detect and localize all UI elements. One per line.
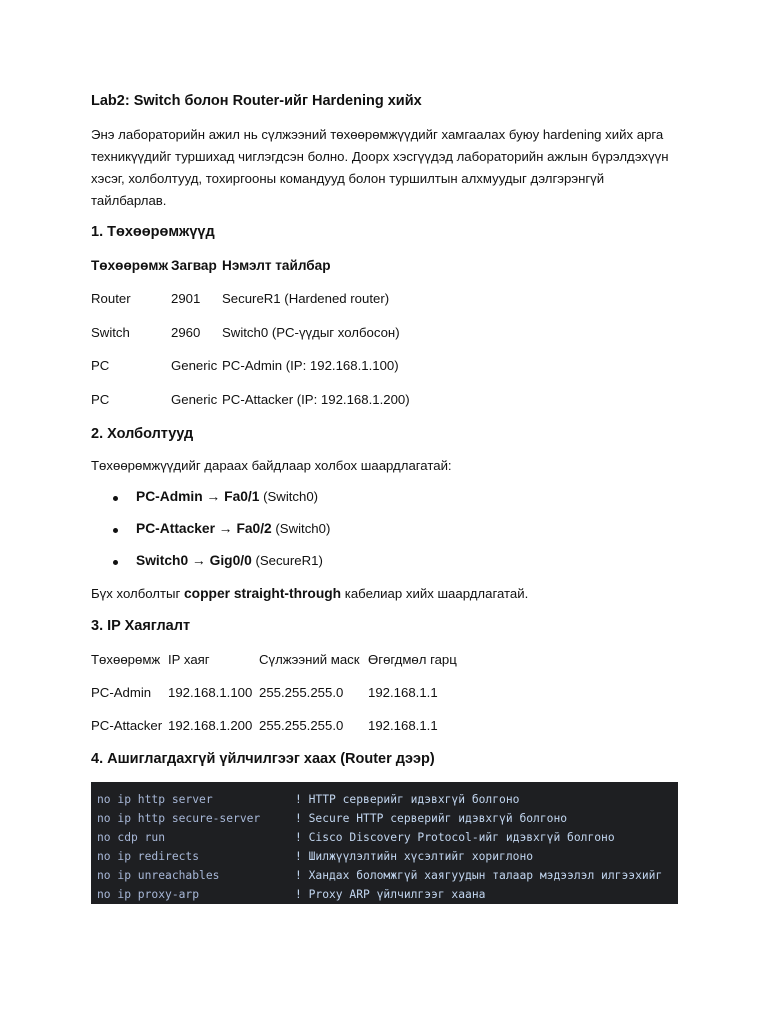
connection-item-text bbox=[136, 489, 318, 504]
devices-cell-device: PC bbox=[91, 392, 110, 407]
ip-cell-device: PC-Attacker bbox=[91, 718, 163, 733]
code-comment: ! HTTP серверийг идэвхгүй болгоно bbox=[295, 793, 520, 806]
code-command: no ip proxy-arp bbox=[97, 888, 200, 901]
code-comment: ! Шилжүүлэлтийн хүсэлтийг хориглоно bbox=[295, 850, 534, 863]
ip-header-gateway: Өгөгдмөл гарц bbox=[368, 652, 457, 667]
code-line bbox=[97, 828, 678, 847]
ip-cell-gateway: 192.168.1.1 bbox=[368, 718, 438, 733]
ip-cell-address: 192.168.1.100 bbox=[168, 685, 253, 700]
code-command: no ip http secure-server bbox=[97, 812, 261, 825]
connection-item-text bbox=[136, 521, 330, 536]
ip-header-address: IP хаяг bbox=[168, 652, 210, 667]
devices-cell-model: 2901 bbox=[171, 291, 201, 306]
devices-cell-note: SecureR1 (Hardened router) bbox=[222, 291, 390, 306]
devices-cell-note: PC-Admin (IP: 192.168.1.100) bbox=[222, 358, 399, 373]
devices-cell-note: Switch0 (PC-үүдыг холбосон) bbox=[222, 325, 400, 340]
section1-heading: 1. Төхөөрөмжүүд bbox=[91, 224, 215, 240]
devices-cell-model: 2960 bbox=[171, 325, 201, 340]
devices-cell-model: Generic bbox=[171, 392, 218, 407]
code-line bbox=[97, 790, 678, 809]
code-comment: ! Хандах боломжгүй хаягуудын талаар мэдээлэл илгээхийг bbox=[295, 869, 663, 882]
ip-cell-gateway: 192.168.1.1 bbox=[368, 685, 438, 700]
ip-header-device: Төхөөрөмж bbox=[91, 652, 161, 667]
ip-cell-mask: 255.255.255.0 bbox=[259, 685, 344, 700]
devices-cell-device: Router bbox=[91, 291, 131, 306]
section4-heading: 4. Ашиглагдахгүй үйлчилгээг хаах (Router дээр) bbox=[91, 751, 435, 767]
ip-cell-address: 192.168.1.200 bbox=[168, 718, 253, 733]
cable-note-bold: copper straight-through bbox=[183, 586, 342, 601]
bullet-dot bbox=[113, 496, 118, 501]
ip-header-mask: Сүлжээний маск bbox=[259, 652, 360, 667]
devices-cell-model: Generic bbox=[171, 358, 218, 373]
devices-cell-note: PC-Attacker (IP: 192.168.1.200) bbox=[222, 392, 410, 407]
connection-item-bold: PC-Admin → Fa0/1 bbox=[136, 489, 260, 504]
code-block bbox=[91, 782, 678, 904]
ip-cell-device: PC-Admin bbox=[91, 685, 152, 700]
connections-lead: Төхөөрөмжүүдийг дараах байдлаар холбох шаардлагатай: bbox=[91, 458, 452, 473]
code-line bbox=[97, 866, 678, 885]
section3-heading: 3. IP Хаяглалт bbox=[91, 618, 191, 634]
connection-item-bold: PC-Attacker → Fa0/2 bbox=[136, 521, 272, 536]
connection-item-rest: (Switch0) bbox=[271, 521, 331, 536]
connection-item-rest: (SecureR1) bbox=[251, 553, 323, 568]
code-command: no ip unreachables bbox=[97, 869, 220, 882]
devices-header-note: Нэмэлт тайлбар bbox=[222, 258, 331, 273]
document-title: Lab2: Switch болон Router-ийг Hardening хийх bbox=[91, 93, 422, 109]
bullet-dot bbox=[113, 528, 118, 533]
intro-paragraph: Энэ лабораторийн ажил нь сүлжээний төхөөрөмжүүдийг хамгаалах буюу hardening хийх арга техникүүдийг туршихад чиглэгдсэн болно. Доорх хэсгүүдэд лабораторийн ажлын бүрэлдэхүүн хэсэг, холболтууд, тохиргооны командууд болон туршилтын алхмуудыг дэлгэрэнгүй тайлбарлав. bbox=[91, 127, 669, 208]
devices-header-device: Төхөөрөмж bbox=[91, 258, 169, 273]
section2-heading: 2. Холболтууд bbox=[91, 426, 194, 442]
code-comment: ! Cisco Discovery Protocol-ийг идэвхгүй болгоно bbox=[295, 831, 615, 844]
devices-cell-device: Switch bbox=[91, 325, 130, 340]
code-line bbox=[97, 847, 678, 866]
cable-note-pre: Бүх холболтыг bbox=[91, 586, 184, 601]
connection-item-bold: Switch0 → Gig0/0 bbox=[136, 553, 252, 568]
ip-cell-mask: 255.255.255.0 bbox=[259, 718, 344, 733]
bullet-dot bbox=[113, 560, 118, 565]
code-command: no ip redirects bbox=[97, 850, 200, 863]
code-command: no cdp run bbox=[97, 831, 166, 844]
devices-cell-device: PC bbox=[91, 358, 110, 373]
connection-item-rest: (Switch0) bbox=[259, 489, 319, 504]
devices-header-model: Загвар bbox=[171, 258, 217, 273]
cable-note bbox=[91, 586, 528, 601]
code-line bbox=[97, 885, 678, 904]
code-comment: ! Secure HTTP серверийг идэвхгүй болгоно bbox=[295, 812, 568, 825]
connection-item-text bbox=[136, 553, 323, 568]
code-command: no ip http server bbox=[97, 793, 213, 806]
cable-note-post: кабелиар хийх шаардлагатай. bbox=[341, 586, 529, 601]
code-comment: ! Proxy ARP үйлчилгээг хаана bbox=[295, 888, 486, 901]
code-line bbox=[97, 809, 678, 828]
